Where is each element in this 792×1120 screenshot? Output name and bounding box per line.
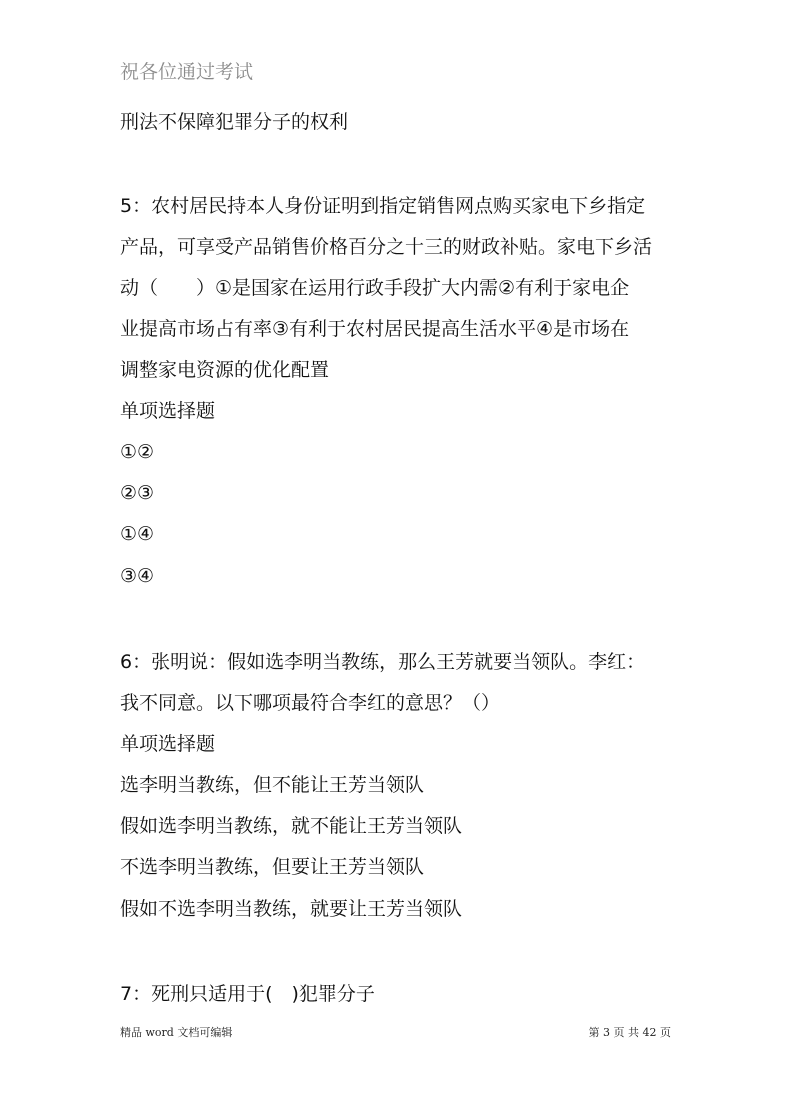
question-6-option-d: 假如不选李明当教练，就要让王芳当领队	[120, 898, 463, 920]
question-5-option-d: ③④	[120, 565, 155, 587]
question-5-line-3: 动（ ）①是国家在运用行政手段扩大内需②有利于家电企	[120, 277, 630, 299]
question-6-type: 单项选择题	[120, 733, 216, 755]
question-5-option-b: ②③	[120, 482, 155, 504]
previous-answer: 刑法不保障犯罪分子的权利	[120, 111, 349, 133]
question-5-type: 单项选择题	[120, 400, 216, 422]
question-5-option-c: ①④	[120, 523, 155, 545]
footer-page-number: 第 3 页 共 42 页	[588, 1026, 671, 1039]
question-6-line-2: 我不同意。以下哪项最符合李红的意思？（）	[120, 692, 501, 714]
question-5-line-5: 调整家电资源的优化配置	[120, 359, 330, 381]
question-5-option-a: ①②	[120, 441, 155, 463]
footer-left: 精品 word 文档可编辑	[120, 1026, 233, 1039]
question-7-line-1: 7：死刑只适用于( )犯罪分子	[120, 983, 375, 1005]
question-5-line-1: 5：农村居民持本人身份证明到指定销售网点购买家电下乡指定	[120, 195, 646, 217]
question-6-option-b: 假如选李明当教练，就不能让王芳当领队	[120, 815, 463, 837]
question-5-line-2: 产品，可享受产品销售价格百分之十三的财政补贴。家电下乡活	[120, 236, 653, 258]
question-6-line-1: 6：张明说：假如选李明当教练，那么王芳就要当领队。李红：	[120, 651, 646, 673]
question-6-option-a: 选李明当教练，但不能让王芳当领队	[120, 774, 425, 796]
question-5-line-4: 业提高市场占有率③有利于农村居民提高生活水平④是市场在	[120, 318, 630, 340]
header-watermark: 祝各位通过考试	[120, 61, 254, 83]
question-6-option-c: 不选李明当教练，但要让王芳当领队	[120, 856, 425, 878]
